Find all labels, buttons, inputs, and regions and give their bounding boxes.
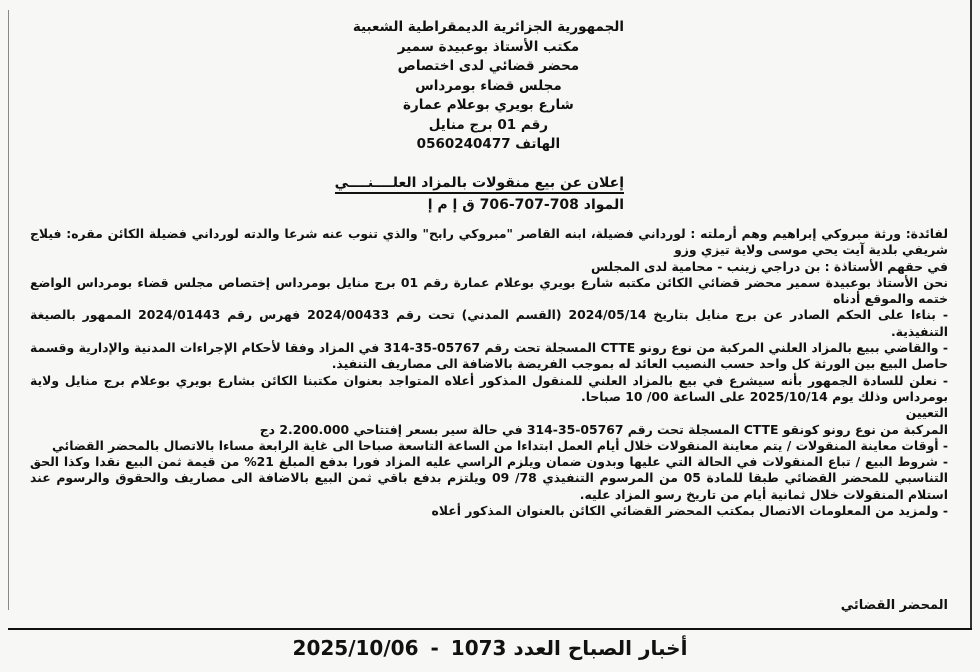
body-paragraph: في حقهم الأستاذة : بن دراجي زينب - محامية لدى المجلس [590,258,948,274]
body-paragraph: التعيين [905,405,948,421]
right-border-rule [970,0,972,628]
body-paragraph: لفائدة: ورثة مبروكي إبراهيم وهم أرملته : لورداني فضيلة، ابنه القاصر "مبروكي رابح" والذي تنوب عنه شرعا والدته لورداني فضيلة الكائن مقره: فيلاج شريفي بلدية آيت يحي موسى ولاية تيزي وزو [30,226,948,258]
header-line: الهاتف 0560240477 [416,136,561,152]
header-line: مكتب الأستاذ بوعبيدة سمير [397,38,580,55]
body-paragraph: - ولمزيد من المعلومات الاتصال بمكتب المحضر القضائي الكائن بالعنوان المذكور أعلاه [431,503,948,519]
notice-body [30,226,948,519]
header-line: مجلس قضاء بومرداس [415,77,562,94]
header-line: شارع بويري بوعلام عمارة [403,97,574,113]
body-paragraph: نحن الأستاذ بوعبيدة سمير محضر قضائي الكائن مكتبه شارع بويري بوعلام عمارة رقم 01 برج منايل بومرداس إختصاص مجلس قضاء بومرداس الواضع ختمه والموقع أدناه [30,274,948,307]
body-paragraph: - أوقات معاينة المنقولات / يتم معاينة المنقولات خلال أيام العمل ابتداءا من الساعة التاسعة صباحا الى غاية الرابعة مساءا بالاتصال بالمحضر القضائي [52,437,948,453]
bailiff-signature: المحضر القضائي [840,598,948,613]
body-paragraph: - بناءا على الحكم الصادر عن برج منايل بتاريخ 2024/05/14 (القسم المدني) تحت رقم 2024/00433 فهرس رقم 2024/01443 الممهور بالصيغة التنفيذية. [30,307,948,339]
issuer-header [353,18,624,155]
notice-title-main: إعلان عن بيع منقولات بالمزاد العلــــنــــي [335,175,624,194]
notice-title [335,172,624,216]
body-paragraph: - شروط البيع / تباع المنقولات في الحالة التي عليها وبدون ضمان ويلزم الراسي عليه المزاد فورا بدفع المبلغ 21% من قيمة ثمن البيع نقدا وكذا الحق التناسبي للمحضر القضائي طبقا للمادة 05 من المرسوم التنفيذي 78/ 09 ويلتزم بدفع باقي ثمن البيع بالاضافة الى مصاريف والحقوق والرسوم عند استلام المنقولات خلال ثمانية أيام من تاريخ رسو المزاد عليه. [30,454,948,502]
body-paragraph: المركبة من نوع رونو كونقو CTTE المسجلة تحت رقم 05767-35-314 في حالة سير بسعر إفتتاحي 2.200.000 دج [259,421,948,437]
header-line: الجمهورية الجزائرية الديمقراطية الشعبية [352,19,624,35]
header-line: رقم 01 برج منايل [428,116,549,133]
header-line: محضر قضائي لدى اختصاص [397,58,580,74]
left-border-rule [8,10,9,610]
footer-date: 2025/10/06 [292,636,419,660]
footer-newspaper: أخبار الصباح العدد 1073 [450,636,688,660]
body-paragraph: - والقاضي ببيع بالمزاد العلني المركبة من نوع رونو CTTE المسجلة تحت رقم 05767-35-314 في المزاد وفقا لأحكام الإجراءات المدنية والإدارية وقسمة حاصل البيع بين الورثة كل واحد حسب النصيب العائد له بموجب الفريضة بالاضافة الى مصاريف التنفيذ. [30,340,948,372]
newspaper-footer [8,628,972,666]
notice-title-articles: المواد 708-707-706 ق إ م إ [427,197,624,213]
footer-separator: - [430,636,439,660]
body-paragraph: - نعلن للسادة الجمهور بأنه سيشرع في بيع بالمزاد العلني للمنقول المذكور أعلاه المتواجد بعنوان مكتبنا الكائن بشارع بويري بوعلام برج منايل ولاية بومرداس وذلك يوم 2025/10/14 على الساعة 00/ 10 صباحا. [30,372,948,404]
